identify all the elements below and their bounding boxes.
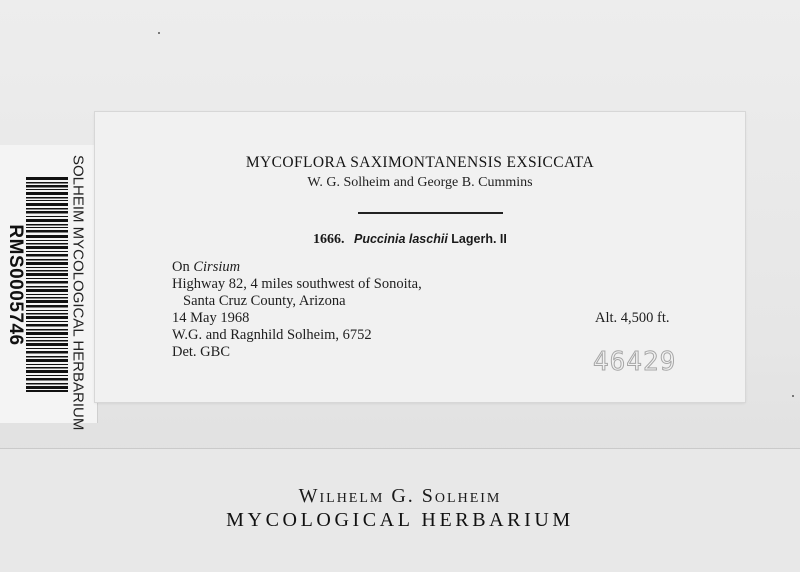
exsiccata-number: 1666.: [313, 232, 345, 247]
series-authors: W. G. Solheim and George B. Cummins: [307, 175, 533, 190]
locality-line: Highway 82, 4 miles southwest of Sonoita,: [172, 276, 422, 292]
specimen-label: [95, 112, 745, 402]
label-divider: [358, 212, 503, 214]
collectors: W.G. and Ragnhild Solheim, 6752: [172, 327, 372, 343]
barcode-icon: [26, 177, 68, 392]
herbarium-name: MYCOLOGICAL HERBARIUM: [226, 509, 574, 531]
dust-speck: [792, 395, 794, 397]
host-prefix: On: [172, 259, 190, 275]
determiner: Det. GBC: [172, 344, 230, 360]
species-authority: Lagerh. II: [451, 232, 507, 246]
barcode-id: RMS0005746: [5, 224, 26, 346]
accession-stamp: 46429: [593, 347, 677, 377]
barcode-institution: SOLHEIM MYCOLOGICAL HERBARIUM: [69, 155, 87, 431]
herbarium-header-band: [0, 448, 800, 572]
altitude: Alt. 4,500 ft.: [595, 310, 670, 326]
barcode-label: [0, 145, 98, 431]
herbarium-founder: Wilhelm G. Solheim: [298, 485, 502, 507]
collection-details: [172, 259, 422, 361]
host-line: [172, 259, 422, 276]
county-line: Santa Cruz County, Arizona: [183, 293, 346, 309]
series-title: MYCOFLORA SAXIMONTANENSIS EXSICCATA: [245, 154, 595, 171]
species-name: Puccinia laschii: [354, 232, 448, 246]
dust-speck: [158, 32, 160, 34]
host-name: Cirsium: [193, 259, 241, 275]
taxon-entry: [313, 232, 507, 248]
collection-date: 14 May 1968: [172, 310, 250, 326]
